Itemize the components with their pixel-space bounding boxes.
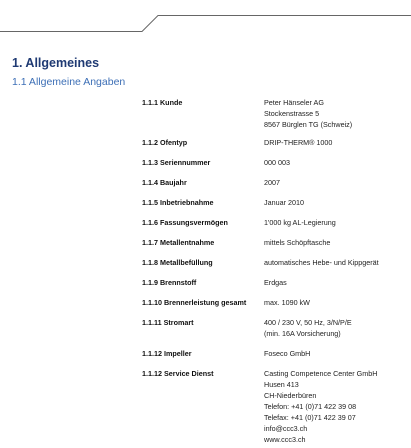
spec-value: [264, 277, 404, 288]
spec-label: 1.1.12 Impeller: [142, 349, 192, 358]
spec-row-metal-filling: [142, 257, 404, 277]
spec-value-line: Telefax: +41 (0)71 422 39 07: [264, 413, 356, 422]
spec-value-line: www.ccc3.ch: [264, 435, 306, 444]
spec-label: 1.1.2 Ofentyp: [142, 138, 188, 147]
spec-label: 1.1.9 Brennstoff: [142, 278, 197, 287]
spec-row-furnace-type: [142, 137, 404, 157]
spec-value: [264, 197, 404, 208]
spec-label: 1.1.11 Stromart: [142, 318, 194, 327]
spec-value-line: 000 003: [264, 158, 290, 167]
spec-value: [264, 237, 404, 248]
spec-row-commissioning: [142, 197, 404, 217]
spec-value-line: Casting Competence Center GmbH: [264, 369, 378, 378]
spec-row-power-type: [142, 317, 404, 348]
spec-value: [264, 368, 404, 445]
spec-value-line: mittels Schöpftasche: [264, 238, 331, 247]
spec-value-line: 8567 Bürglen TG (Schweiz): [264, 120, 353, 129]
spec-label: 1.1.6 Fassungsvermögen: [142, 218, 228, 227]
spec-row-burner-power: [142, 297, 404, 317]
spec-row-fuel: [142, 277, 404, 297]
spec-value-line: Foseco GmbH: [264, 349, 311, 358]
spec-value: [264, 257, 404, 268]
spec-value-line: Januar 2010: [264, 198, 304, 207]
spec-value-line: (min. 16A Vorsicherung): [264, 329, 341, 338]
subsection-title: 1.1 Allgemeine Angaben: [12, 76, 126, 88]
spec-label: 1.1.10 Brennerleistung gesamt: [142, 298, 247, 307]
spec-value-line: Peter Hänseler AG: [264, 98, 324, 107]
spec-value-line: Husen 413: [264, 380, 299, 389]
spec-value-line: CH-Niederbüren: [264, 391, 317, 400]
spec-value-line: automatisches Hebe- und Kippgerät: [264, 258, 379, 267]
spec-row-customer: [142, 97, 404, 129]
section-title: 1. Allgemeines: [12, 56, 100, 70]
spec-label: 1.1.7 Metallentnahme: [142, 238, 215, 247]
spec-row-serial-number: [142, 157, 404, 177]
spec-value-line: Telefon: +41 (0)71 422 39 08: [264, 402, 357, 411]
spec-value-line: 1'000 kg AL-Legierung: [264, 218, 336, 227]
spec-value-line: Stockenstrasse 5: [264, 109, 320, 118]
spec-row-impeller: [142, 348, 404, 368]
spec-value: [264, 297, 404, 308]
spec-value: [264, 348, 404, 359]
spec-value: [264, 97, 404, 130]
spec-value: [264, 157, 404, 168]
spec-value-line: DRIP-THERM® 1000: [264, 138, 333, 147]
spec-label: 1.1.5 Inbetriebnahme: [142, 198, 214, 207]
spec-value: [264, 217, 404, 228]
spec-row-capacity: [142, 217, 404, 237]
spec-row-metal-removal: [142, 237, 404, 257]
spec-row-year: [142, 177, 404, 197]
spec-label: 1.1.1 Kunde: [142, 98, 183, 107]
spec-value-line: 400 / 230 V, 50 Hz, 3/N/P/E: [264, 318, 352, 327]
spec-value-line: info@ccc3.ch: [264, 424, 308, 433]
spec-label: 1.1.3 Seriennummer: [142, 158, 211, 167]
spec-value-line: 2007: [264, 178, 280, 187]
spec-table: [142, 97, 404, 448]
spec-value: [264, 317, 404, 339]
spec-label: 1.1.4 Baujahr: [142, 178, 187, 187]
spec-label: 1.1.12 Service Dienst: [142, 369, 214, 378]
spec-value-line: max. 1090 kW: [264, 298, 310, 307]
spec-value: [264, 137, 404, 148]
spec-row-service: [142, 368, 404, 448]
spec-value-line: Erdgas: [264, 278, 287, 287]
spec-label: 1.1.8 Metallbefüllung: [142, 258, 213, 267]
header-rule: [0, 0, 411, 34]
spec-value: [264, 177, 404, 188]
